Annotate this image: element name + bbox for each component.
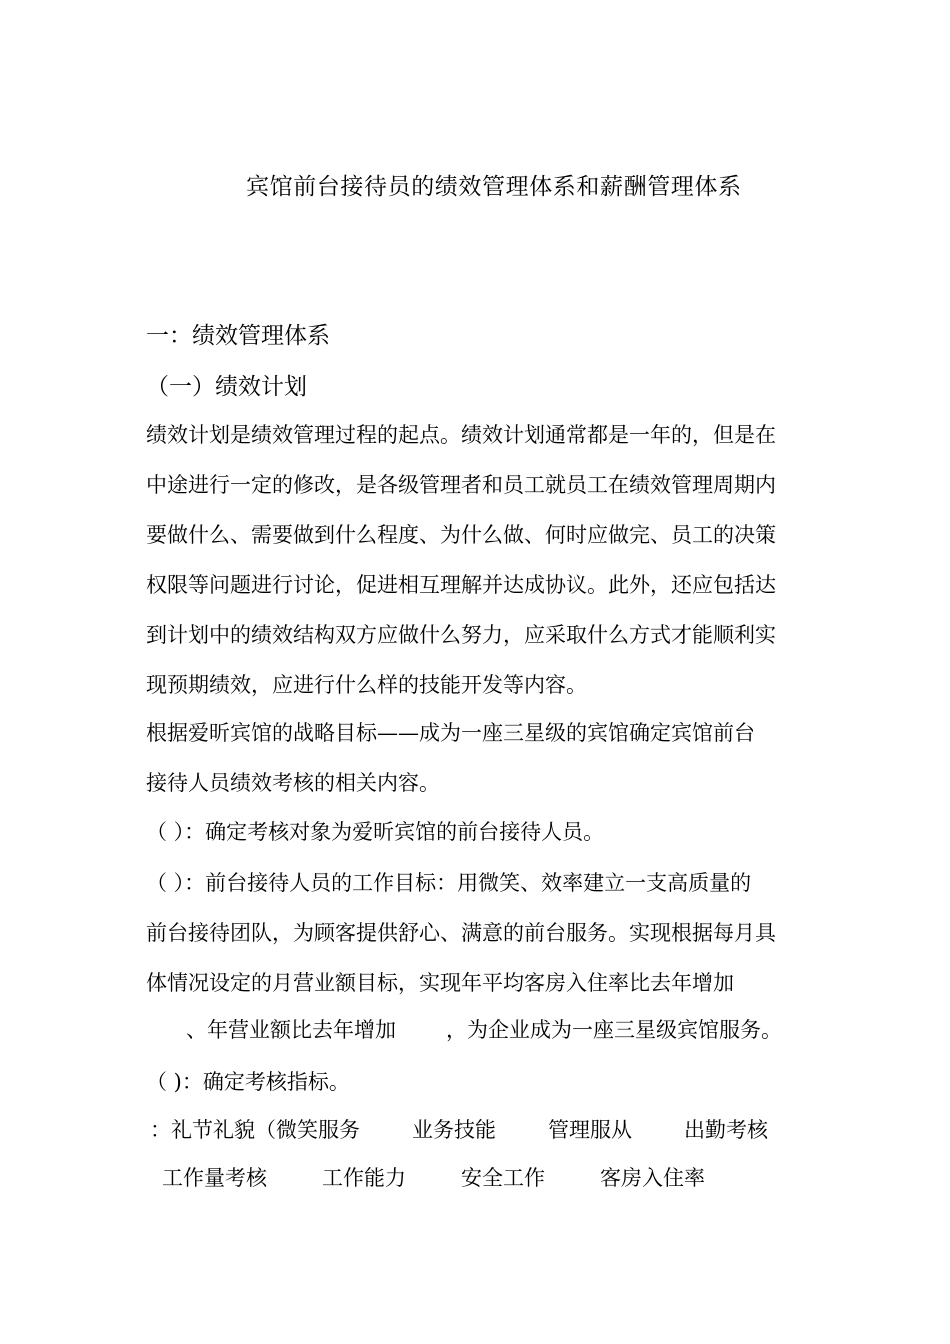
indicator-row	[162, 1163, 705, 1193]
indicator-etiquette: ：礼节礼貌（微笑服务	[150, 1118, 360, 1142]
goal-closing-text: ，为企业成为一座三星级宾馆服务。	[446, 1018, 782, 1042]
indicator-work-ability: 工作能力	[322, 1166, 406, 1190]
list-item-assessment-indicators: （ )：确定考核指标。	[146, 1070, 350, 1094]
paragraph-line: 要做什么、需要做到什么程度、为什么做、何时应做完、员工的决策	[146, 523, 776, 547]
paragraph-line: 根据爱昕宾馆的战略目标——成为一座三星级的宾馆确定宾馆前台	[146, 721, 755, 745]
list-item-work-goal: （ ）：前台接待人员的工作目标：用微笑、效率建立一支高质量的	[146, 871, 752, 895]
indicator-business-skill: 业务技能	[412, 1118, 496, 1142]
paragraph-line: 现预期绩效，应进行什么样的技能开发等内容。	[146, 673, 587, 697]
paragraph-line: 权限等问题进行讨论，促进相互理解并达成协议。此外，还应包括达	[146, 573, 776, 597]
revenue-target-text: 、年营业额比去年增加	[186, 1018, 396, 1042]
paragraph-line	[186, 1015, 782, 1045]
indicator-safety: 安全工作	[461, 1166, 545, 1190]
indicator-attendance: 出勤考核	[684, 1118, 768, 1142]
indicator-workload: 工作量考核	[162, 1166, 267, 1190]
paragraph-line: 中途进行一定的修改，是各级管理者和员工就员工在绩效管理周期内	[146, 473, 776, 497]
indicator-management-obedience: 管理服从	[548, 1118, 632, 1142]
document-title: 宾馆前台接待员的绩效管理体系和薪酬管理体系	[246, 174, 742, 200]
paragraph-line: 到计划中的绩效结构双方应做什么努力，应采取什么方式才能顺利实	[146, 623, 776, 647]
paragraph-line: 绩效计划是绩效管理过程的起点。绩效计划通常都是一年的，但是在	[146, 423, 776, 447]
subsection-heading-performance-plan: （一）绩效计划	[146, 374, 307, 400]
paragraph-line: 接待人员绩效考核的相关内容。	[146, 771, 440, 795]
paragraph-line: 前台接待团队，为顾客提供舒心、满意的前台服务。实现根据每月具	[146, 921, 776, 945]
indicator-row	[150, 1115, 768, 1145]
section-heading-performance-system: 一：绩效管理体系	[146, 323, 330, 349]
paragraph-line: 体情况设定的月营业额目标，实现年平均客房入住率比去年增加	[146, 971, 734, 995]
indicator-occupancy-rate: 客房入住率	[600, 1166, 705, 1190]
list-item-assessment-target: （ ）：确定考核对象为爱昕宾馆的前台接待人员。	[146, 820, 605, 844]
